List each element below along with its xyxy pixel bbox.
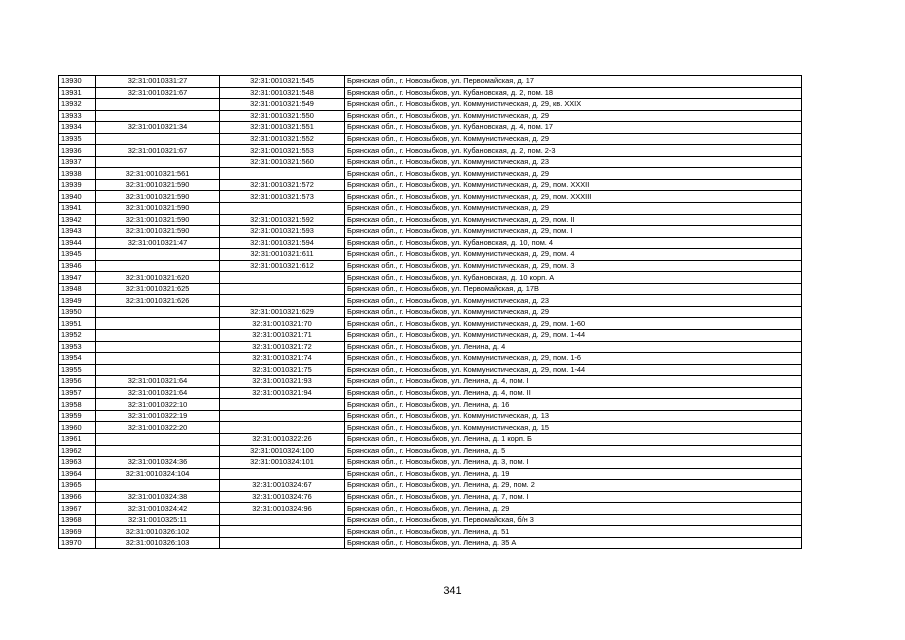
- parent-cadastral-cell: 32:31:0010326:103: [96, 537, 220, 549]
- table-row: [59, 203, 802, 215]
- parent-cadastral-cell: [96, 480, 220, 492]
- cadastral-number-cell: 32:31:0010324:100: [220, 445, 345, 457]
- address-cell: Брянская обл., г. Новозыбков, ул. Коммунистическая, д. 29, пом. I: [345, 226, 802, 238]
- table-row: [59, 480, 802, 492]
- address-cell: Брянская обл., г. Новозыбков, ул. Первомайская, д. 17В: [345, 283, 802, 295]
- cadastral-number-cell: 32:31:0010321:550: [220, 110, 345, 122]
- row-number-cell: 13948: [59, 283, 96, 295]
- parent-cadastral-cell: 32:31:0010321:590: [96, 214, 220, 226]
- cadastral-number-cell: [220, 272, 345, 284]
- parent-cadastral-cell: 32:31:0010321:67: [96, 87, 220, 99]
- table-row: [59, 353, 802, 365]
- address-cell: Брянская обл., г. Новозыбков, ул. Коммунистическая, д. 15: [345, 422, 802, 434]
- parent-cadastral-cell: 32:31:0010321:590: [96, 179, 220, 191]
- address-cell: Брянская обл., г. Новозыбков, ул. Ленина, д. 5: [345, 445, 802, 457]
- row-number-cell: 13955: [59, 364, 96, 376]
- row-number-cell: 13938: [59, 168, 96, 180]
- row-number-cell: 13952: [59, 330, 96, 342]
- address-cell: Брянская обл., г. Новозыбков, ул. Коммунистическая, д. 29, пом. 1-60: [345, 318, 802, 330]
- table-row: [59, 526, 802, 538]
- cadastral-number-cell: 32:31:0010321:560: [220, 156, 345, 168]
- row-number-cell: 13956: [59, 376, 96, 388]
- table-row: [59, 306, 802, 318]
- row-number-cell: 13965: [59, 480, 96, 492]
- address-cell: Брянская обл., г. Новозыбков, ул. Коммунистическая, д. 29: [345, 203, 802, 215]
- parent-cadastral-cell: [96, 156, 220, 168]
- cadastral-number-cell: 32:31:0010321:592: [220, 214, 345, 226]
- address-cell: Брянская обл., г. Новозыбков, ул. Ленина, д. 1 корп. Б: [345, 433, 802, 445]
- table-row: [59, 514, 802, 526]
- row-number-cell: 13969: [59, 526, 96, 538]
- parent-cadastral-cell: [96, 364, 220, 376]
- row-number-cell: 13962: [59, 445, 96, 457]
- table-row: [59, 133, 802, 145]
- parent-cadastral-cell: [96, 99, 220, 111]
- parent-cadastral-cell: [96, 110, 220, 122]
- row-number-cell: 13941: [59, 203, 96, 215]
- table-row: [59, 156, 802, 168]
- table-row: [59, 330, 802, 342]
- parent-cadastral-cell: 32:31:0010321:626: [96, 295, 220, 307]
- address-cell: Брянская обл., г. Новозыбков, ул. Ленина, д. 3, пом. I: [345, 457, 802, 469]
- cadastral-number-cell: 32:31:0010321:549: [220, 99, 345, 111]
- parent-cadastral-cell: 32:31:0010321:620: [96, 272, 220, 284]
- table-row: [59, 422, 802, 434]
- row-number-cell: 13959: [59, 410, 96, 422]
- row-number-cell: 13935: [59, 133, 96, 145]
- row-number-cell: 13940: [59, 191, 96, 203]
- cadastral-number-cell: [220, 514, 345, 526]
- table-row: [59, 537, 802, 549]
- row-number-cell: 13968: [59, 514, 96, 526]
- table-row: [59, 249, 802, 261]
- table-row: [59, 295, 802, 307]
- cadastral-number-cell: 32:31:0010324:67: [220, 480, 345, 492]
- address-cell: Брянская обл., г. Новозыбков, ул. Ленина, д. 4, пом. II: [345, 387, 802, 399]
- cadastral-number-cell: 32:31:0010324:101: [220, 457, 345, 469]
- address-cell: Брянская обл., г. Новозыбков, ул. Ленина, д. 51: [345, 526, 802, 538]
- address-cell: Брянская обл., г. Новозыбков, ул. Коммунистическая, д. 29: [345, 110, 802, 122]
- cadastral-number-cell: 32:31:0010321:612: [220, 260, 345, 272]
- cadastral-number-cell: 32:31:0010321:572: [220, 179, 345, 191]
- parent-cadastral-cell: [96, 249, 220, 261]
- cadastral-number-cell: [220, 537, 345, 549]
- cadastral-number-cell: 32:31:0010321:74: [220, 353, 345, 365]
- cadastral-number-cell: 32:31:0010321:72: [220, 341, 345, 353]
- address-cell: Брянская обл., г. Новозыбков, ул. Кубановская, д. 10, пом. 4: [345, 237, 802, 249]
- parent-cadastral-cell: 32:31:0010322:20: [96, 422, 220, 434]
- parent-cadastral-cell: [96, 445, 220, 457]
- table-row: [59, 272, 802, 284]
- table-row: [59, 237, 802, 249]
- table-row: [59, 318, 802, 330]
- parent-cadastral-cell: [96, 133, 220, 145]
- table-row: [59, 410, 802, 422]
- row-number-cell: 13967: [59, 503, 96, 515]
- cadastral-number-cell: 32:31:0010321:594: [220, 237, 345, 249]
- registry-table-body: [59, 76, 802, 549]
- table-row: [59, 226, 802, 238]
- table-row: [59, 433, 802, 445]
- row-number-cell: 13970: [59, 537, 96, 549]
- cadastral-number-cell: 32:31:0010321:548: [220, 87, 345, 99]
- table-row: [59, 457, 802, 469]
- table-row: [59, 445, 802, 457]
- cadastral-number-cell: 32:31:0010321:545: [220, 76, 345, 88]
- row-number-cell: 13963: [59, 457, 96, 469]
- row-number-cell: 13944: [59, 237, 96, 249]
- address-cell: Брянская обл., г. Новозыбков, ул. Коммунистическая, д. 29: [345, 306, 802, 318]
- parent-cadastral-cell: 32:31:0010321:561: [96, 168, 220, 180]
- row-number-cell: 13957: [59, 387, 96, 399]
- parent-cadastral-cell: 32:31:0010325:11: [96, 514, 220, 526]
- parent-cadastral-cell: 32:31:0010321:64: [96, 387, 220, 399]
- parent-cadastral-cell: 32:31:0010321:590: [96, 203, 220, 215]
- cadastral-number-cell: 32:31:0010324:76: [220, 491, 345, 503]
- cadastral-number-cell: [220, 410, 345, 422]
- cadastral-number-cell: [220, 283, 345, 295]
- parent-cadastral-cell: 32:31:0010324:38: [96, 491, 220, 503]
- row-number-cell: 13942: [59, 214, 96, 226]
- table-row: [59, 468, 802, 480]
- address-cell: Брянская обл., г. Новозыбков, ул. Коммунистическая, д. 29, пом. 1-6: [345, 353, 802, 365]
- table-row: [59, 376, 802, 388]
- table-row: [59, 364, 802, 376]
- row-number-cell: 13943: [59, 226, 96, 238]
- table-row: [59, 503, 802, 515]
- table-row: [59, 341, 802, 353]
- address-cell: Брянская обл., г. Новозыбков, ул. Ленина, д. 7, пом. I: [345, 491, 802, 503]
- parent-cadastral-cell: 32:31:0010321:47: [96, 237, 220, 249]
- address-cell: Брянская обл., г. Новозыбков, ул. Коммунистическая, д. 29: [345, 168, 802, 180]
- address-cell: Брянская обл., г. Новозыбков, ул. Ленина, д. 4: [345, 341, 802, 353]
- parent-cadastral-cell: 32:31:0010322:19: [96, 410, 220, 422]
- parent-cadastral-cell: [96, 353, 220, 365]
- table-row: [59, 110, 802, 122]
- cadastral-number-cell: 32:31:0010321:553: [220, 145, 345, 157]
- address-cell: Брянская обл., г. Новозыбков, ул. Коммунистическая, д. 29, кв. XXIX: [345, 99, 802, 111]
- cadastral-number-cell: [220, 203, 345, 215]
- cadastral-number-cell: 32:31:0010324:96: [220, 503, 345, 515]
- address-cell: Брянская обл., г. Новозыбков, ул. Коммунистическая, д. 29, пом. XXXII: [345, 179, 802, 191]
- address-cell: Брянская обл., г. Новозыбков, ул. Ленина, д. 4, пом. I: [345, 376, 802, 388]
- row-number-cell: 13945: [59, 249, 96, 261]
- table-row: [59, 76, 802, 88]
- table-row: [59, 387, 802, 399]
- cadastral-number-cell: 32:31:0010321:573: [220, 191, 345, 203]
- cadastral-number-cell: 32:31:0010321:94: [220, 387, 345, 399]
- address-cell: Брянская обл., г. Новозыбков, ул. Кубановская, д. 2, пом. 18: [345, 87, 802, 99]
- parent-cadastral-cell: [96, 341, 220, 353]
- address-cell: Брянская обл., г. Новозыбков, ул. Коммунистическая, д. 29, пом. 4: [345, 249, 802, 261]
- address-cell: Брянская обл., г. Новозыбков, ул. Коммунистическая, д. 23: [345, 295, 802, 307]
- table-row: [59, 260, 802, 272]
- address-cell: Брянская обл., г. Новозыбков, ул. Кубановская, д. 4, пом. 17: [345, 122, 802, 134]
- parent-cadastral-cell: [96, 318, 220, 330]
- parent-cadastral-cell: [96, 306, 220, 318]
- row-number-cell: 13947: [59, 272, 96, 284]
- row-number-cell: 13964: [59, 468, 96, 480]
- row-number-cell: 13939: [59, 179, 96, 191]
- parent-cadastral-cell: 32:31:0010321:64: [96, 376, 220, 388]
- address-cell: Брянская обл., г. Новозыбков, ул. Коммунистическая, д. 29, пом. XXXIII: [345, 191, 802, 203]
- row-number-cell: 13946: [59, 260, 96, 272]
- cadastral-number-cell: 32:31:0010321:93: [220, 376, 345, 388]
- parent-cadastral-cell: 32:31:0010324:36: [96, 457, 220, 469]
- cadastral-number-cell: 32:31:0010321:75: [220, 364, 345, 376]
- row-number-cell: 13932: [59, 99, 96, 111]
- address-cell: Брянская обл., г. Новозыбков, ул. Коммунистическая, д. 29, пом. 3: [345, 260, 802, 272]
- table-row: [59, 122, 802, 134]
- parent-cadastral-cell: 32:31:0010321:590: [96, 226, 220, 238]
- page-number: 341: [443, 585, 462, 597]
- row-number-cell: 13933: [59, 110, 96, 122]
- row-number-cell: 13960: [59, 422, 96, 434]
- table-row: [59, 491, 802, 503]
- cadastral-number-cell: [220, 468, 345, 480]
- cadastral-number-cell: 32:31:0010321:629: [220, 306, 345, 318]
- parent-cadastral-cell: 32:31:0010322:10: [96, 399, 220, 411]
- address-cell: Брянская обл., г. Новозыбков, ул. Коммунистическая, д. 23: [345, 156, 802, 168]
- table-row: [59, 191, 802, 203]
- row-number-cell: 13937: [59, 156, 96, 168]
- cadastral-number-cell: [220, 399, 345, 411]
- row-number-cell: 13961: [59, 433, 96, 445]
- row-number-cell: 13950: [59, 306, 96, 318]
- cadastral-number-cell: [220, 526, 345, 538]
- parent-cadastral-cell: [96, 330, 220, 342]
- parent-cadastral-cell: 32:31:0010321:67: [96, 145, 220, 157]
- row-number-cell: 13931: [59, 87, 96, 99]
- cadastral-number-cell: [220, 422, 345, 434]
- parent-cadastral-cell: 32:31:0010326:102: [96, 526, 220, 538]
- parent-cadastral-cell: 32:31:0010331:27: [96, 76, 220, 88]
- parent-cadastral-cell: [96, 260, 220, 272]
- address-cell: Брянская обл., г. Новозыбков, ул. Коммунистическая, д. 29, пом. 1-44: [345, 364, 802, 376]
- cadastral-number-cell: 32:31:0010321:70: [220, 318, 345, 330]
- table-row: [59, 214, 802, 226]
- table-row: [59, 99, 802, 111]
- registry-table: [58, 75, 802, 549]
- parent-cadastral-cell: 32:31:0010324:104: [96, 468, 220, 480]
- cadastral-number-cell: 32:31:0010321:551: [220, 122, 345, 134]
- table-row: [59, 168, 802, 180]
- table-row: [59, 145, 802, 157]
- parent-cadastral-cell: 32:31:0010321:625: [96, 283, 220, 295]
- row-number-cell: 13934: [59, 122, 96, 134]
- address-cell: Брянская обл., г. Новозыбков, ул. Первомайская, б/н 3: [345, 514, 802, 526]
- address-cell: Брянская обл., г. Новозыбков, ул. Ленина, д. 29: [345, 503, 802, 515]
- row-number-cell: 13954: [59, 353, 96, 365]
- address-cell: Брянская обл., г. Новозыбков, ул. Первомайская, д. 17: [345, 76, 802, 88]
- address-cell: Брянская обл., г. Новозыбков, ул. Ленина, д. 35 А: [345, 537, 802, 549]
- row-number-cell: 13951: [59, 318, 96, 330]
- address-cell: Брянская обл., г. Новозыбков, ул. Коммунистическая, д. 29, пом. II: [345, 214, 802, 226]
- address-cell: Брянская обл., г. Новозыбков, ул. Ленина, д. 29, пом. 2: [345, 480, 802, 492]
- cadastral-number-cell: 32:31:0010321:552: [220, 133, 345, 145]
- cadastral-number-cell: [220, 168, 345, 180]
- row-number-cell: 13949: [59, 295, 96, 307]
- address-cell: Брянская обл., г. Новозыбков, ул. Коммунистическая, д. 13: [345, 410, 802, 422]
- address-cell: Брянская обл., г. Новозыбков, ул. Кубановская, д. 10 корп. А: [345, 272, 802, 284]
- row-number-cell: 13958: [59, 399, 96, 411]
- table-row: [59, 179, 802, 191]
- address-cell: Брянская обл., г. Новозыбков, ул. Коммунистическая, д. 29, пом. 1-44: [345, 330, 802, 342]
- address-cell: Брянская обл., г. Новозыбков, ул. Ленина, д. 16: [345, 399, 802, 411]
- row-number-cell: 13936: [59, 145, 96, 157]
- address-cell: Брянская обл., г. Новозыбков, ул. Ленина, д. 19: [345, 468, 802, 480]
- address-cell: Брянская обл., г. Новозыбков, ул. Коммунистическая, д. 29: [345, 133, 802, 145]
- cadastral-number-cell: 32:31:0010322:26: [220, 433, 345, 445]
- parent-cadastral-cell: 32:31:0010321:34: [96, 122, 220, 134]
- cadastral-number-cell: [220, 295, 345, 307]
- row-number-cell: 13930: [59, 76, 96, 88]
- cadastral-number-cell: 32:31:0010321:611: [220, 249, 345, 261]
- address-cell: Брянская обл., г. Новозыбков, ул. Кубановская, д. 2, пом. 2-3: [345, 145, 802, 157]
- row-number-cell: 13966: [59, 491, 96, 503]
- table-row: [59, 87, 802, 99]
- cadastral-number-cell: 32:31:0010321:71: [220, 330, 345, 342]
- parent-cadastral-cell: 32:31:0010321:590: [96, 191, 220, 203]
- parent-cadastral-cell: 32:31:0010324:42: [96, 503, 220, 515]
- row-number-cell: 13953: [59, 341, 96, 353]
- parent-cadastral-cell: [96, 433, 220, 445]
- cadastral-number-cell: 32:31:0010321:593: [220, 226, 345, 238]
- table-row: [59, 399, 802, 411]
- table-row: [59, 283, 802, 295]
